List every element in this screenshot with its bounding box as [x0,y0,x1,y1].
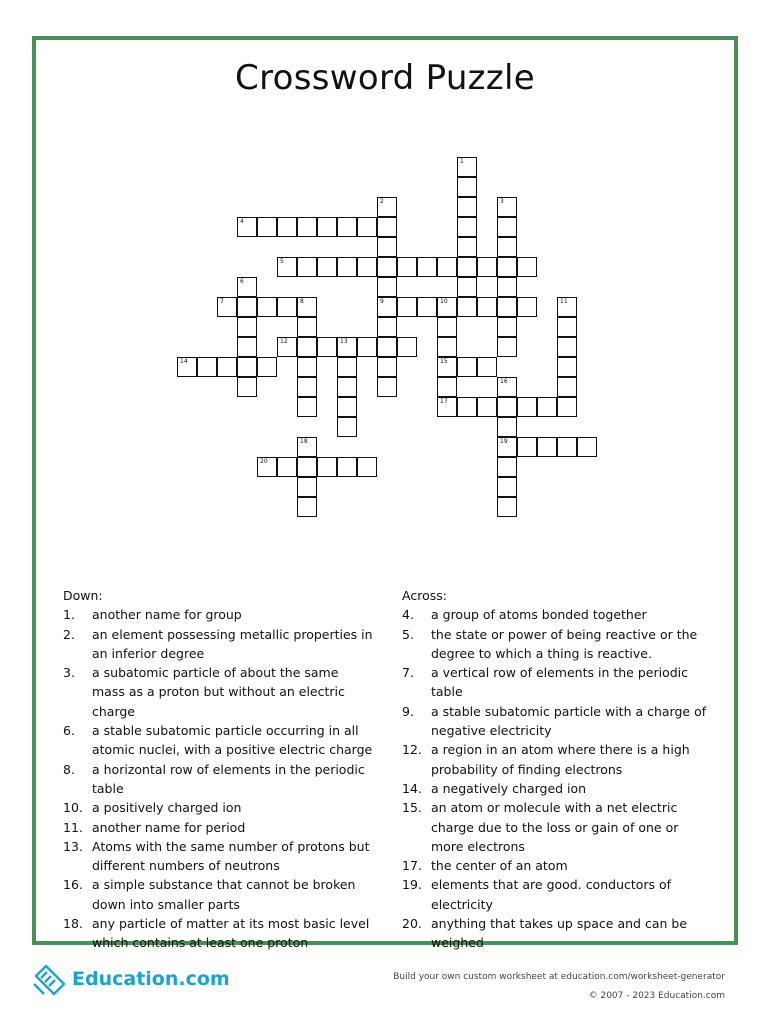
grid-cell[interactable] [337,377,357,397]
grid-cell[interactable] [237,277,257,297]
grid-clue-number: 5 [280,258,284,265]
grid-clue-number: 14 [180,358,188,365]
grid-cell[interactable] [457,237,477,257]
grid-cell[interactable] [337,397,357,417]
grid-cell[interactable] [477,397,497,417]
clue-down-10 [63,798,375,817]
grid-cell[interactable] [497,257,517,277]
clue-down-11 [63,818,375,837]
grid-cell[interactable] [357,257,377,277]
grid-cell[interactable] [517,257,537,277]
grid-cell[interactable] [377,277,397,297]
grid-cell[interactable] [557,437,577,457]
grid-clue-number: 16 [500,378,508,385]
grid-cell[interactable] [317,217,337,237]
clue-down-13 [63,837,375,876]
grid-cell[interactable] [497,437,517,457]
grid-cell[interactable] [217,297,237,317]
grid-cell[interactable] [277,297,297,317]
grid-cell[interactable] [237,337,257,357]
grid-cell[interactable] [277,257,297,277]
clue-across-7 [402,663,712,702]
grid-clue-number: 4 [240,218,244,225]
grid-cell[interactable] [317,457,337,477]
grid-cell[interactable] [377,357,397,377]
grid-cell[interactable] [297,377,317,397]
clue-across-5 [402,625,712,664]
across-clues [402,586,712,953]
clue-text: another name for period [92,819,246,835]
grid-cell[interactable] [297,257,317,277]
clue-number: 6. [63,723,75,739]
clue-text: a subatomic particle of about the same mass as a proton but without an electric charge [92,665,345,719]
clue-number: 20. [402,916,422,932]
clue-text: the state or power of being reactive or the degree to which a thing is reactive. [431,626,698,661]
grid-cell[interactable] [457,397,477,417]
clue-number: 5. [402,626,414,642]
grid-cell[interactable] [337,217,357,237]
grid-clue-number: 18 [300,438,308,445]
grid-clue-number: 2 [380,198,384,205]
grid-cell[interactable] [257,297,277,317]
grid-cell[interactable] [297,437,317,457]
grid-cell[interactable] [377,317,397,337]
grid-cell[interactable] [217,357,237,377]
page-title: Crossword Puzzle [235,58,535,98]
grid-clue-number: 19 [500,438,508,445]
clue-number: 4. [402,607,414,623]
grid-cell[interactable] [417,257,437,277]
grid-cell[interactable] [517,397,537,417]
grid-cell[interactable] [297,317,317,337]
grid-cell[interactable] [457,217,477,237]
clue-text: a stable subatomic particle occurring in all atomic nuclei, with a positive electric charge [92,723,373,758]
grid-cell[interactable] [497,337,517,357]
copyright: © 2007 - 2023 Education.com [588,991,725,1001]
grid-cell[interactable] [377,297,397,317]
clue-text: a negatively charged ion [431,780,587,796]
grid-cell[interactable] [437,377,457,397]
clue-down-2 [63,625,375,664]
grid-cell[interactable] [537,397,557,417]
clue-down-6 [63,721,375,760]
grid-cell[interactable] [457,277,477,297]
clue-number: 19. [402,877,422,893]
clue-across-20 [402,914,712,953]
brand-name: Education.com [72,968,230,990]
grid-cell[interactable] [557,337,577,357]
clue-number: 12. [402,742,422,758]
grid-cell[interactable] [557,397,577,417]
grid-cell[interactable] [297,297,317,317]
grid-cell[interactable] [257,457,277,477]
down-clues [63,586,375,953]
grid-cell[interactable] [297,217,317,237]
grid-cell[interactable] [377,377,397,397]
clue-across-4 [402,605,712,624]
grid-cell[interactable] [257,217,277,237]
grid-cell[interactable] [317,337,337,357]
grid-cell[interactable] [297,477,317,497]
down-heading: Down: [63,588,103,603]
grid-cell[interactable] [437,357,457,377]
grid-clue-number: 10 [440,298,448,305]
grid-cell[interactable] [377,257,397,277]
clue-text: Atoms with the same number of protons but different numbers of neutrons [92,838,370,874]
grid-cell[interactable] [337,257,357,277]
clue-down-3 [63,663,375,721]
grid-cell[interactable] [537,437,557,457]
grid-cell[interactable] [457,177,477,197]
grid-clue-number: 12 [280,338,288,345]
clue-across-15 [402,798,712,856]
grid-cell[interactable] [497,377,517,397]
grid-cell[interactable] [437,337,457,357]
clue-across-17 [402,856,712,875]
clue-text: any particle of matter at its most basic level which contains at least one proton [92,916,370,951]
clue-across-12 [402,740,712,779]
clue-number: 9. [402,703,414,719]
clue-down-8 [63,760,375,799]
grid-cell[interactable] [457,157,477,177]
grid-cell[interactable] [557,317,577,337]
grid-clue-number: 17 [440,398,448,405]
grid-cell[interactable] [297,397,317,417]
grid-cell[interactable] [497,277,517,297]
clue-text: another name for group [92,607,242,623]
clue-text: anything that takes up space and can be weighed [431,916,688,951]
clue-text: a group of atoms bonded together [431,607,647,623]
clue-number: 18. [63,916,83,932]
grid-clue-number: 3 [500,198,504,205]
grid-cell[interactable] [497,317,517,337]
grid-clue-number: 11 [560,298,568,305]
grid-cell[interactable] [457,197,477,217]
clue-number: 1. [63,607,75,623]
clue-across-9 [402,702,712,741]
grid-cell[interactable] [337,357,357,377]
clue-text: a stable subatomic particle with a charge of negative electricity [431,703,707,739]
grid-clue-number: 8 [300,298,304,305]
clue-number: 3. [63,665,75,681]
grid-cell[interactable] [437,317,457,337]
grid-cell[interactable] [397,337,417,357]
clue-text: the center of an atom [431,858,568,874]
grid-cell[interactable] [397,257,417,277]
grid-cell[interactable] [357,217,377,237]
grid-cell[interactable] [297,497,317,517]
grid-cell[interactable] [497,397,517,417]
grid-cell[interactable] [557,357,577,377]
grid-cell[interactable] [317,257,337,277]
grid-clue-number: 20 [260,458,268,465]
grid-cell[interactable] [437,297,457,317]
grid-cell[interactable] [337,337,357,357]
grid-cell[interactable] [497,417,517,437]
grid-cell[interactable] [257,357,277,377]
grid-cell[interactable] [277,337,297,357]
grid-clue-number: 6 [240,278,244,285]
grid-cell[interactable] [557,297,577,317]
grid-cell[interactable] [457,297,477,317]
grid-cell[interactable] [357,337,377,357]
grid-clue-number: 15 [440,358,448,365]
grid-cell[interactable] [477,297,497,317]
grid-cell[interactable] [277,217,297,237]
clue-text: a positively charged ion [92,800,242,816]
grid-cell[interactable] [337,417,357,437]
grid-cell[interactable] [277,457,297,477]
clue-number: 14. [402,780,422,796]
grid-cell[interactable] [377,217,397,237]
grid-cell[interactable] [237,357,257,377]
clue-text: elements that are good. conductors of electricity [431,877,672,912]
grid-cell[interactable] [477,257,497,277]
clue-across-19 [402,875,712,914]
grid-cell[interactable] [297,337,317,357]
grid-cell[interactable] [337,457,357,477]
clue-number: 17. [402,858,422,874]
grid-clue-number: 1 [460,158,464,165]
grid-cell[interactable] [497,297,517,317]
grid-cell[interactable] [297,457,317,477]
grid-cell[interactable] [377,197,397,217]
grid-cell[interactable] [497,217,517,237]
clue-number: 8. [63,761,75,777]
clue-number: 10. [63,800,83,816]
clue-number: 7. [402,665,414,681]
grid-cell[interactable] [557,377,577,397]
clue-text: an element possessing metallic properties in an inferior degree [92,626,373,661]
clue-across-14 [402,779,712,798]
grid-cell[interactable] [437,397,457,417]
grid-cell[interactable] [377,237,397,257]
grid-cell[interactable] [197,357,217,377]
grid-cell[interactable] [397,297,417,317]
grid-cell[interactable] [177,357,197,377]
clue-down-1 [63,605,375,624]
footer-note [393,968,725,1006]
grid-cell[interactable] [377,337,397,357]
grid-cell[interactable] [417,297,437,317]
grid-cell[interactable] [477,357,497,377]
clue-number: 15. [402,800,422,816]
worksheet-generator-link[interactable]: Build your own custom worksheet at education.com/worksheet-generator [393,972,725,982]
grid-cell[interactable] [497,497,517,517]
grid-cell[interactable] [297,357,317,377]
grid-cell[interactable] [237,317,257,337]
grid-cell[interactable] [237,377,257,397]
across-heading: Across: [402,588,447,603]
education-logo-icon [32,962,68,996]
clue-text: a simple substance that cannot be broken down into smaller parts [92,877,356,912]
grid-cell[interactable] [457,357,477,377]
grid-cell[interactable] [237,297,257,317]
clue-text: a horizontal row of elements in the periodic table [92,761,365,796]
grid-cell[interactable] [437,257,457,277]
grid-clue-number: 9 [380,298,384,305]
grid-cell[interactable] [517,297,537,317]
clue-down-16 [63,875,375,914]
grid-cell[interactable] [457,257,477,277]
clue-number: 16. [63,877,83,893]
grid-clue-number: 7 [220,298,224,305]
clue-text: a vertical row of elements in the periodic table [431,665,688,700]
grid-clue-number: 13 [340,338,348,345]
clue-text: an atom or molecule with a net electric charge due to the loss or gain of one or more electrons [431,800,679,854]
grid-cell[interactable] [497,237,517,257]
grid-cell[interactable] [357,457,377,477]
education-logo[interactable] [32,962,230,996]
grid-cell[interactable] [497,477,517,497]
grid-cell[interactable] [237,217,257,237]
grid-cell[interactable] [577,437,597,457]
clue-number: 2. [63,626,75,642]
clue-number: 11. [63,819,83,835]
clue-number: 13. [63,838,83,854]
clue-down-18 [63,914,375,953]
grid-cell[interactable] [497,457,517,477]
clue-text: a region in an atom where there is a high probability of finding electrons [431,742,690,777]
grid-cell[interactable] [517,437,537,457]
grid-cell[interactable] [497,197,517,217]
